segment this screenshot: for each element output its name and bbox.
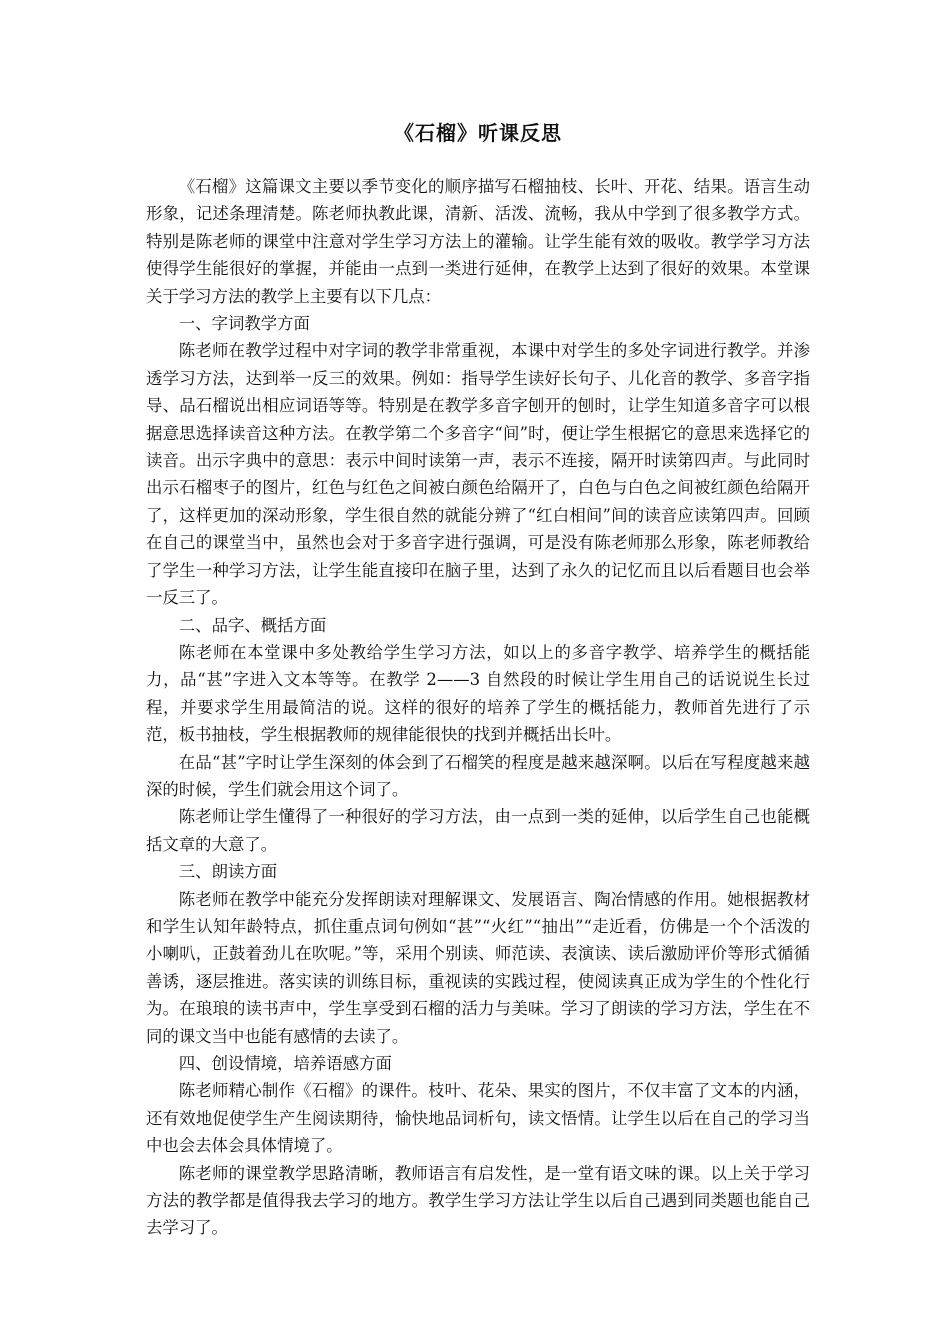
section-heading-context: 四、创设情境，培养语感方面: [178, 1054, 392, 1073]
conclusion-paragraph: 陈老师的课堂教学思路清晰，教师语言有启发性，是一堂有语文味的课。以上关于学习方法的教学都是值得我去学习的地方。教学生学习方法让学生以后自己遇到同类题也能自己去学习了。: [146, 1163, 810, 1238]
summarizing-paragraph-2: 在品“甚”字时让学生深刻的体会到了石榴笑的程度是越来越深啊。以后在写程度越来越深的时候，学生们就会用这个词了。: [146, 752, 810, 799]
document-title: 《石榴》听课反思: [394, 121, 562, 145]
vocabulary-paragraph: 陈老师在教学过程中对字词的教学非常重视，本课中对学生的多处字词进行教学。并渗透学习方法，达到举一反三的效果。例如：指导学生读好长句子、儿化音的教学、多音字指导、品石榴说出相应词语等等。特别是在教学多音字刨开的刨时，让学生知道多音字可以根据意思选择读音这种方法。在教学第二个多音字“间”时，便让学生根据它的意思来选择它的读音。出示字典中的意思：表示中间时读第一声，表示不连接，隔开时读第四声。与此同时出示石榴枣子的图片，红色与红色之间被白颜色给隔开了，白色与白色之间被红颜色给隔开了，这样更加的深动形象，学生很自然的就能分辨了“红白相间”间的读音应读第四声。回顾在自己的课堂当中，虽然也会对于多音字进行强调，可是没有陈老师那么形象，陈老师教给了学生一种学习方法，让学生能直接印在脑子里，达到了永久的记忆而且以后看题目也会举一反三了。: [146, 341, 810, 608]
document-body: [146, 173, 810, 1242]
context-paragraph: 陈老师精心制作《石榴》的课件。枝叶、花朵、果实的图片，不仅丰富了文本的内涵，还有效地促使学生产生阅读期待，愉快地品词析句，读文悟情。让学生以后在自己的学习当中也会去体会具体情境了。: [146, 1081, 810, 1156]
summarizing-paragraph-1: 陈老师在本堂课中多处教给学生学习方法，如以上的多音字教学、培养学生的概括能力，品“甚”字进入文本等等。在教学 2——3 自然段的时候让学生用自己的话说说生长过程，并要求学生用最简洁的说。这样的很好的培养了学生的概括能力，教师首先进行了示范，板书抽枝，学生根据教师的规律能很快的找到并概括出长叶。: [146, 642, 810, 745]
section-heading-summarizing: 二、品字、概括方面: [178, 615, 327, 635]
section-heading-reading: 三、朗读方面: [178, 862, 278, 882]
reading-paragraph: 陈老师在教学中能充分发挥朗读对理解课文、发展语言、陶冶情感的作用。她根据教材和学生认知年龄特点，抓住重点词句例如“甚”“火红”“抽出”“走近看，仿佛是一个个活泼的小喇叭，正鼓着劲儿在吹呢。”等，采用个别读、师范读、表演读、读后激励评价等形式循循善诱，逐层推进。落实读的训练目标，重视读的实践过程，使阅读真正成为学生的个性化行为。在琅琅的读书声中，学生享受到石榴的活力与美味。学习了朗读的学习方法，学生在不同的课文当中也能有感情的去读了。: [146, 889, 810, 1046]
document-page: [146, 118, 810, 1242]
summarizing-paragraph-3: 陈老师让学生懂得了一种很好的学习方法，由一点到一类的延伸，以后学生自己也能概括文章的大意了。: [146, 807, 810, 854]
intro-paragraph: 《石榴》这篇课文主要以季节变化的顺序描写石榴抽枝、长叶、开花、结果。语言生动形象，记述条理清楚。陈老师执教此课，清新、活泼、流畅，我从中学到了很多教学方式。特别是陈老师的课堂中注意对学生学习方法上的灌输。让学生能有效的吸收。教学学习方法使得学生能很好的掌握，并能由一点到一类进行延伸，在教学上达到了很好的效果。本堂课关于学习方法的教学上主要有以下几点：: [146, 177, 810, 306]
section-heading-vocabulary: 一、字词教学方面: [178, 314, 310, 334]
